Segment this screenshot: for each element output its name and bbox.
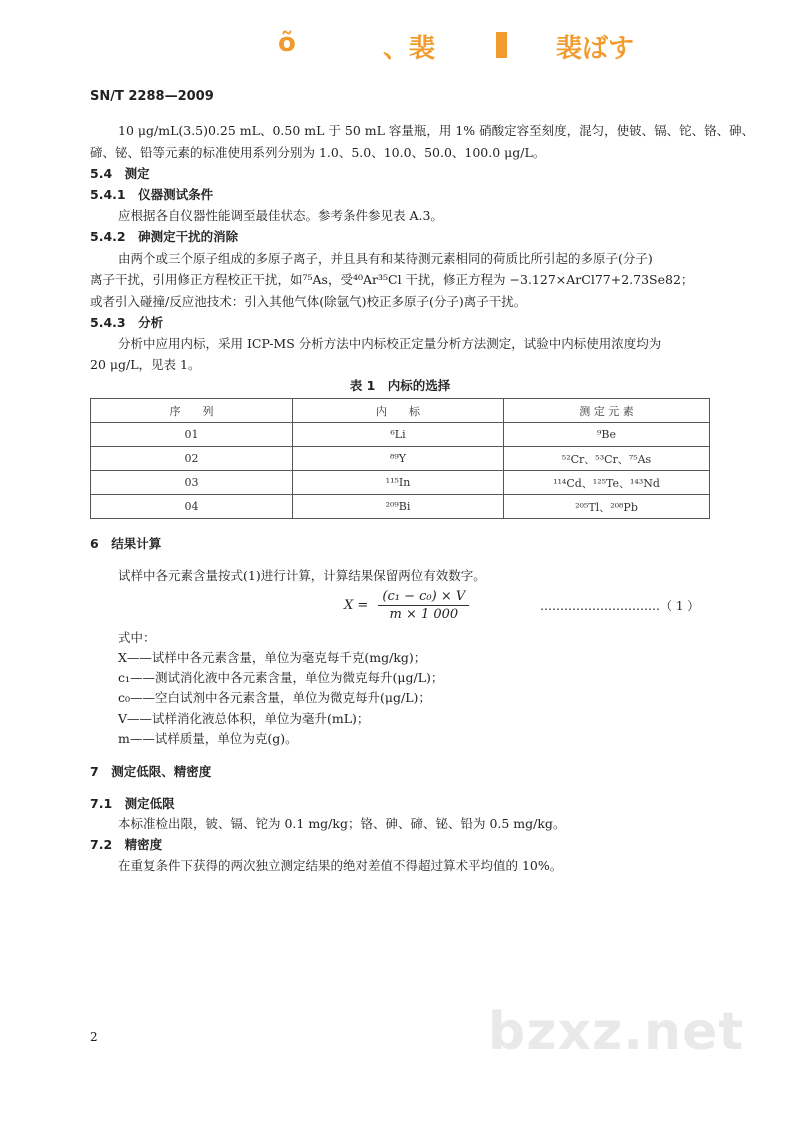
table-row (91, 495, 710, 519)
section-5-4-3-line-1: 分析中应用内标，采用 ICP-MS 分析方法中内标校正定量分析方法测定，试验中内标使用浓度均为 (118, 336, 662, 351)
table-row (91, 471, 710, 495)
section-6-heading: 6 结果计算 (90, 536, 162, 551)
table-cell: ⁸⁹Y (293, 447, 504, 471)
formula-1 (344, 589, 469, 622)
section-5-4-2-line-3: 或者引入碰撞/反应池技术：引入其他气体(除氩气)校正多原子(分子)离子干扰。 (90, 294, 527, 309)
definition-v: V——试样消化液总体积，单位为毫升(mL)； (118, 711, 370, 726)
section-5-4-1-heading: 5.4.1 仪器测试条件 (90, 187, 214, 202)
definition-c0: c₀——空白试剂中各元素含量，单位为微克每升(μg/L)； (118, 690, 431, 705)
banner-text-1: õ (278, 28, 296, 58)
table-cell: ⁹Be (504, 423, 710, 447)
table-cell: ¹¹⁴Cd、¹²⁵Te、¹⁴³Nd (504, 471, 710, 495)
section-5-4-3-line-2: 20 μg/L，见表 1。 (90, 357, 201, 372)
section-5-4-3-heading: 5.4.3 分析 (90, 315, 164, 330)
table-1-caption: 表 1 内标的选择 (349, 378, 451, 393)
internal-standard-table (90, 398, 710, 519)
formula-number: …………………………（ 1 ） (540, 599, 700, 613)
formula-numerator: (c₁ − c₀) × V (378, 589, 469, 606)
section-7-2-heading: 7.2 精密度 (90, 837, 163, 852)
section-7-2-text: 在重复条件下获得的两次独立测定结果的绝对差值不得超过算术平均值的 10%。 (118, 858, 563, 873)
formula-lhs: X = (344, 598, 369, 613)
table-cell: 01 (91, 423, 293, 447)
table-header-cell: 序 列 (91, 399, 293, 423)
definition-c1: c₁——测试消化液中各元素含量，单位为微克每升(μg/L)； (118, 670, 444, 685)
section-5-4-2-line-2: 离子干扰，引用修正方程校正干扰，如⁷⁵As，受⁴⁰Ar³⁵Cl 干扰，修正方程为 −3.127×ArCl77+2.73Se82； (90, 272, 694, 287)
header-banner (0, 22, 800, 66)
banner-bar (496, 32, 507, 58)
section-6-intro: 试样中各元素含量按式(1)进行计算，计算结果保留两位有效数字。 (118, 568, 486, 583)
page-number: 2 (90, 1030, 98, 1044)
section-5-4-2-heading: 5.4.2 砷测定干扰的消除 (90, 229, 239, 244)
section-5-4-heading: 5.4 测定 (90, 166, 150, 181)
definition-m: m——试样质量，单位为克(g)。 (118, 731, 298, 746)
section-7-1-heading: 7.1 测定低限 (90, 796, 175, 811)
table-cell: ⁵²Cr、⁵³Cr、⁷⁵As (504, 447, 710, 471)
body-line-1: 10 μg/mL(3.5)0.25 mL、0.50 mL 于 50 mL 容量瓶，用 1% 硝酸定容至刻度，混匀，使铍、镉、铊、铬、砷、 (118, 123, 755, 138)
table-header-cell: 测 定 元 素 (504, 399, 710, 423)
section-5-4-2-line-1: 由两个或三个原子组成的多原子离子，并且具有和某待测元素相同的荷质比所引起的多原子(分子) (118, 251, 653, 266)
section-5-4-1-text: 应根据各自仪器性能调至最佳状态。参考条件参见表 A.3。 (118, 208, 443, 223)
table-cell: ²⁰⁹Bi (293, 495, 504, 519)
table-row (91, 423, 710, 447)
watermark: bzxz.net (488, 1002, 745, 1062)
where-label: 式中： (118, 630, 156, 645)
table-cell: 04 (91, 495, 293, 519)
table-cell: ²⁰⁵Tl、²⁰⁸Pb (504, 495, 710, 519)
body-line-2: 碲、铋、铅等元素的标准使用系列分别为 1.0、5.0、10.0、50.0、100.0 μg/L。 (90, 145, 546, 160)
table-row (91, 447, 710, 471)
table-header-cell: 内 标 (293, 399, 504, 423)
section-7-1-text: 本标准检出限，铍、镉、铊为 0.1 mg/kg；铬、砷、碲、铋、铅为 0.5 mg/kg。 (118, 816, 566, 831)
table-header-row (91, 399, 710, 423)
standard-number: SN/T 2288—2009 (90, 89, 214, 104)
section-7-heading: 7 测定低限、精密度 (90, 764, 212, 779)
table-cell: ⁶Li (293, 423, 504, 447)
definition-x: X——试样中各元素含量，单位为毫克每千克(mg/kg)； (118, 650, 427, 665)
table-cell: 02 (91, 447, 293, 471)
banner-text-3: 裴ばす (556, 34, 635, 64)
table-cell: 03 (91, 471, 293, 495)
formula-denominator: m × 1 000 (389, 607, 459, 622)
formula-fraction (378, 589, 469, 622)
table-cell: ¹¹⁵In (293, 471, 504, 495)
banner-text-2: 、裴 (383, 34, 436, 64)
